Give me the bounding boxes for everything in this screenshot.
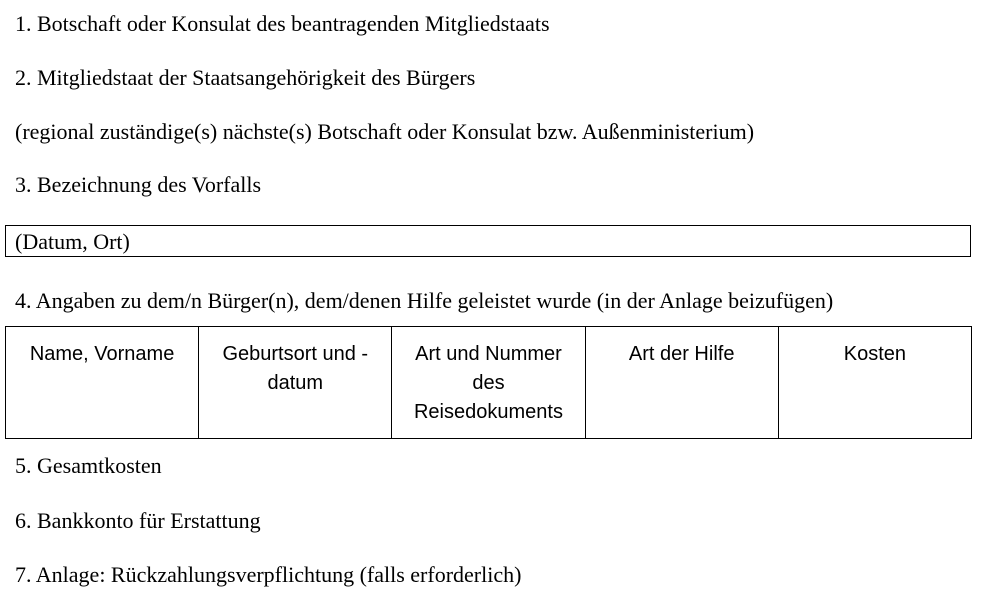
section-7-attachment: 7. Anlage: Rückzahlungsverpflichtung (falls erforderlich): [15, 562, 522, 587]
section-2-note: (regional zuständige(s) nächste(s) Botschaft oder Konsulat bzw. Außenministerium): [15, 119, 755, 144]
section-2-member-state: 2. Mitgliedstaat der Staatsangehörigkeit des Bürgers: [15, 65, 476, 90]
col-assistance-type: Art der Hilfe: [585, 327, 778, 439]
table-row: [6, 327, 972, 439]
section-6-bank-account: 6. Bankkonto für Erstattung: [15, 508, 261, 533]
section-5-total-costs: 5. Gesamtkosten: [15, 453, 162, 478]
section-3-incident: 3. Bezeichnung des Vorfalls: [15, 172, 262, 197]
col-travel-document: Art und Nummer des Reisedokuments: [392, 327, 585, 439]
incident-date-place-field[interactable]: [5, 225, 971, 257]
col-costs: Kosten: [778, 327, 971, 439]
incident-date-place-label: (Datum, Ort): [15, 229, 130, 254]
col-birth: Geburtsort und -datum: [199, 327, 392, 439]
section-1-embassy: 1. Botschaft oder Konsulat des beantragenden Mitgliedstaats: [15, 11, 550, 36]
col-name: Name, Vorname: [6, 327, 199, 439]
citizens-table: [5, 326, 972, 439]
section-4-citizens: 4. Angaben zu dem/n Bürger(n), dem/denen Hilfe geleistet wurde (in der Anlage beizufügen): [15, 288, 834, 313]
